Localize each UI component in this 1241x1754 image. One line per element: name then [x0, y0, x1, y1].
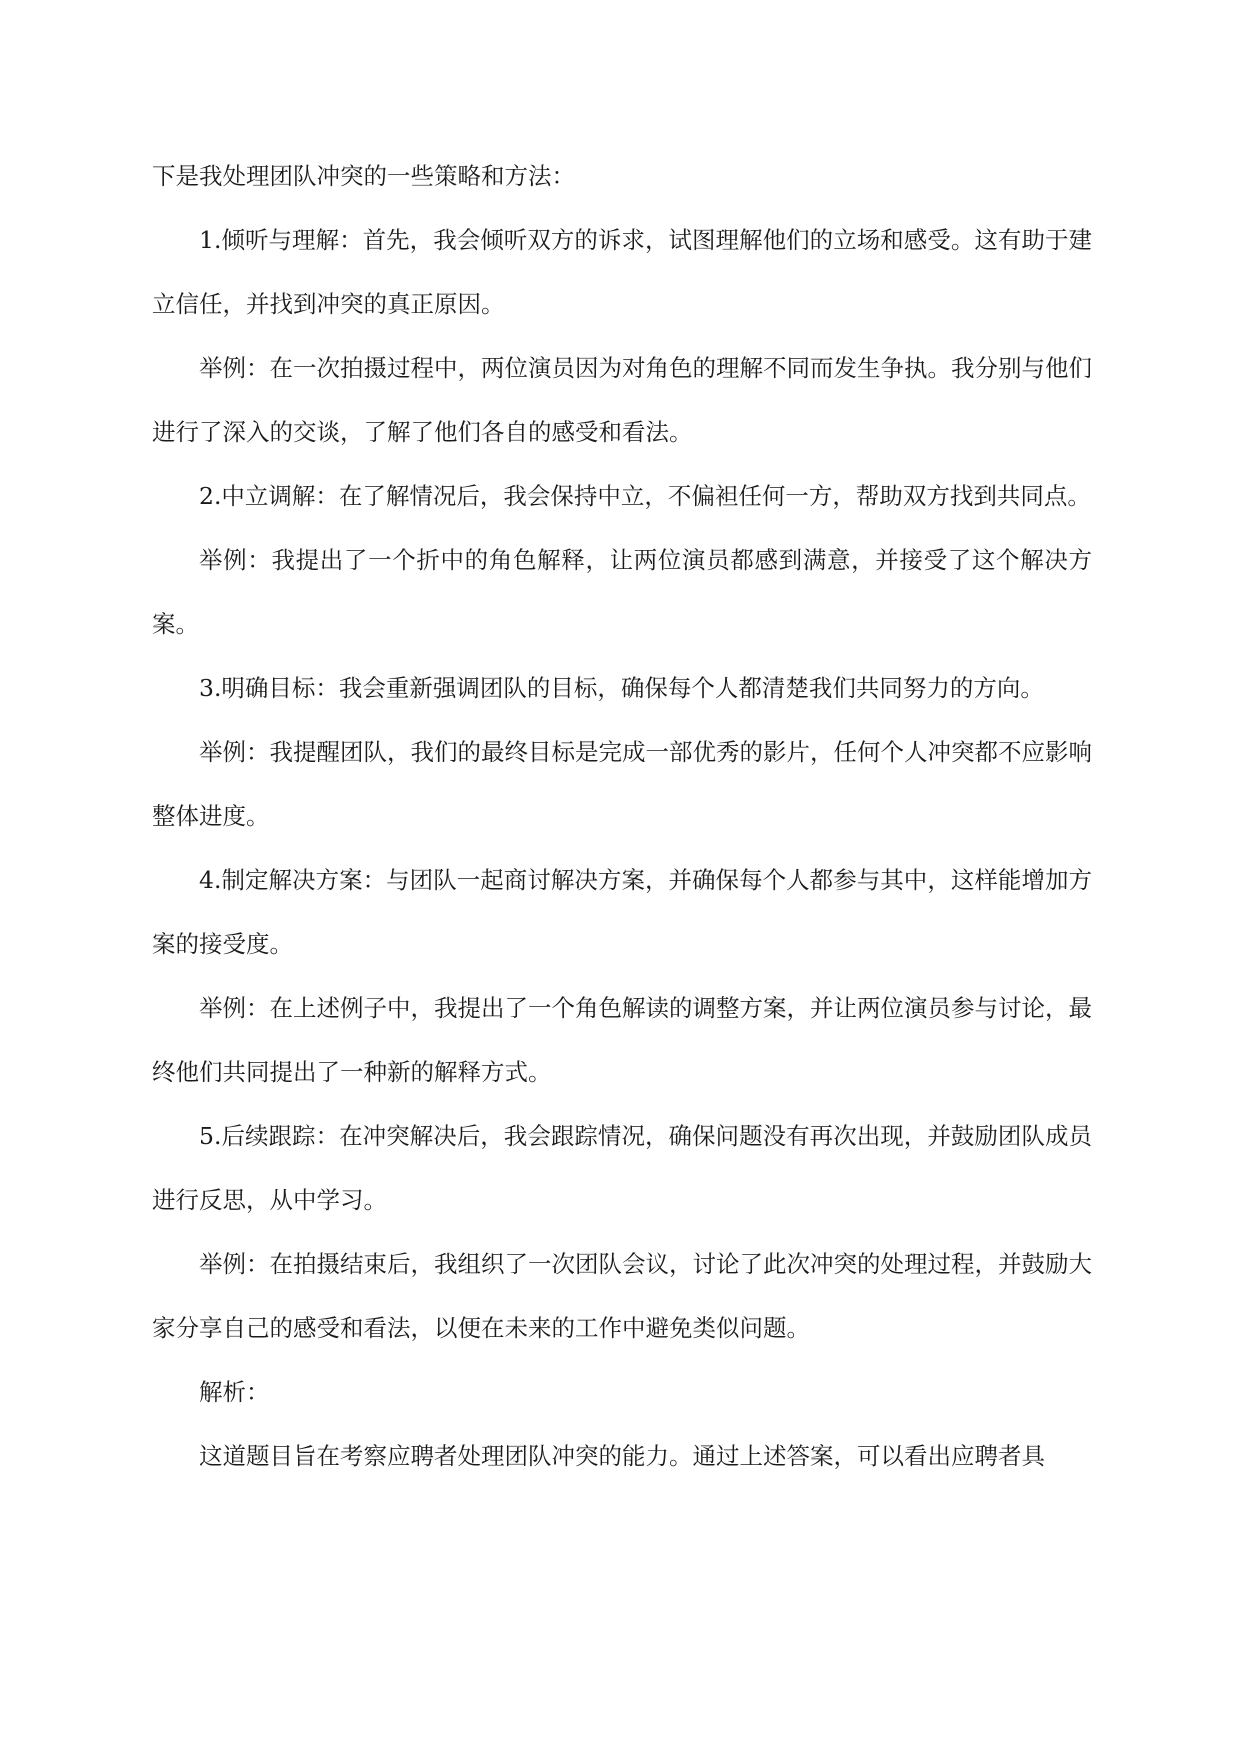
- paragraph-example-3: 举例：我提醒团队，我们的最终目标是完成一部优秀的影片，任何个人冲突都不应影响整体进度。: [152, 738, 1092, 830]
- paragraph-goals: 3.明确目标：我会重新强调团队的目标，确保每个人都清楚我们共同努力的方向。: [199, 674, 1044, 702]
- paragraph-follow-up: 5.后续跟踪：在冲突解决后，我会跟踪情况，确保问题没有再次出现，并鼓励团队成员进行反思，从中学习。: [152, 1122, 1092, 1214]
- intro-paragraph: 下是我处理团队冲突的一些策略和方法：: [152, 162, 575, 190]
- paragraph-example-5: 举例：在拍摄结束后，我组织了一次团队会议，讨论了此次冲突的处理过程，并鼓励大家分享自己的感受和看法，以便在未来的工作中避免类似问题。: [152, 1250, 1092, 1342]
- paragraph-solution: 4.制定解决方案：与团队一起商讨解决方案，并确保每个人都参与其中，这样能增加方案的接受度。: [152, 866, 1092, 958]
- analysis-paragraph: 这道题目旨在考察应聘者处理团队冲突的能力。通过上述答案，可以看出应聘者具: [199, 1442, 1045, 1470]
- paragraph-example-4: 举例：在上述例子中，我提出了一个角色解读的调整方案，并让两位演员参与讨论，最终他们共同提出了一种新的解释方式。: [152, 994, 1092, 1086]
- analysis-heading: 解析：: [199, 1378, 270, 1406]
- paragraph-example-2: 举例：我提出了一个折中的角色解释，让两位演员都感到满意，并接受了这个解决方案。: [152, 546, 1092, 638]
- document-body: [152, 144, 1092, 1488]
- paragraph-listening: 1.倾听与理解：首先，我会倾听双方的诉求，试图理解他们的立场和感受。这有助于建立信任，并找到冲突的真正原因。: [152, 226, 1092, 318]
- paragraph-mediation: 2.中立调解：在了解情况后，我会保持中立，不偏袒任何一方，帮助双方找到共同点。: [199, 482, 1091, 510]
- paragraph-example-1: 举例：在一次拍摄过程中，两位演员因为对角色的理解不同而发生争执。我分别与他们进行了深入的交谈，了解了他们各自的感受和看法。: [152, 354, 1092, 446]
